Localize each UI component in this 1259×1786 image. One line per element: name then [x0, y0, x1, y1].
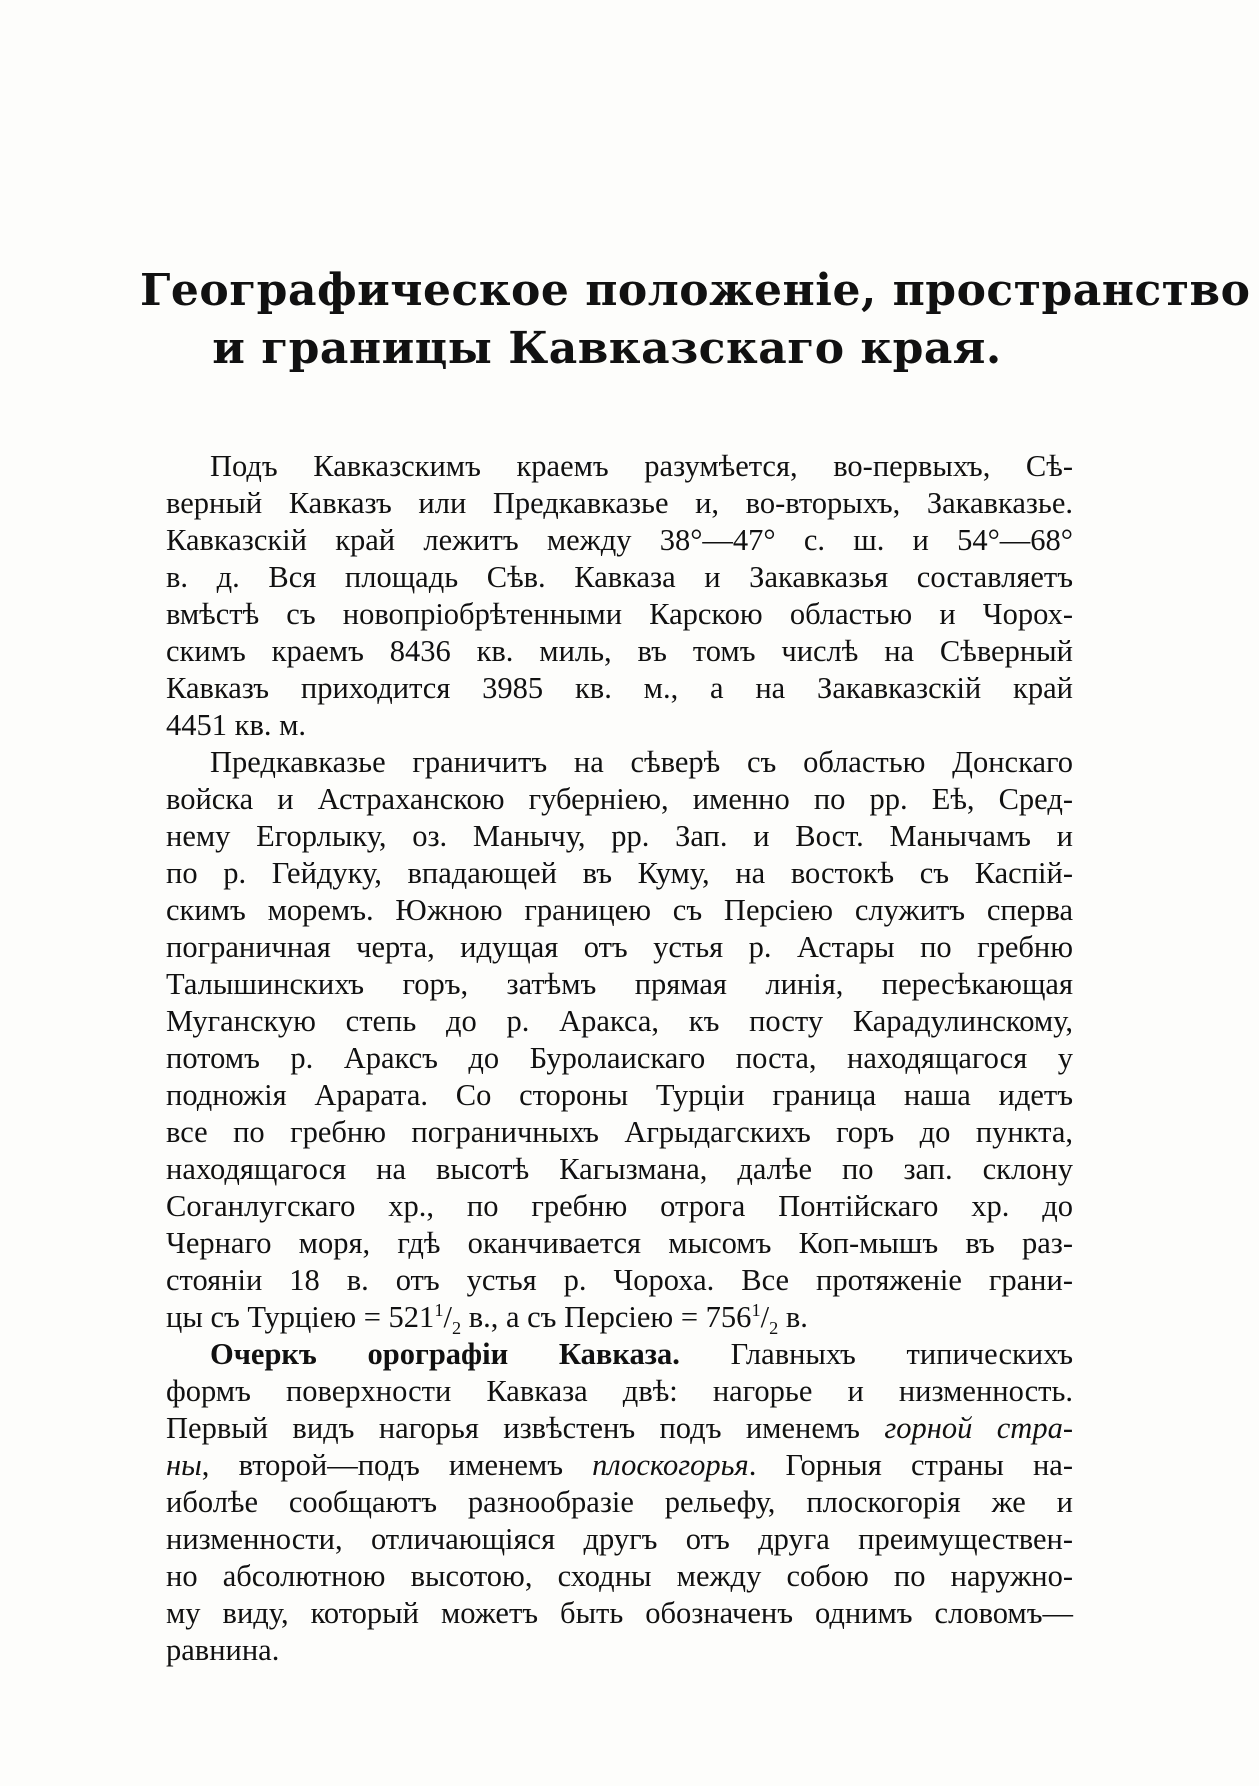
text-line: Подъ Кавказскимъ краемъ разумѣется, во-первыхъ, Сѣ-	[210, 449, 1073, 483]
body-text	[166, 448, 1073, 1669]
text-line: войска и Астраханскою губерніею, именно по рр. Еѣ, Сред-	[166, 782, 1073, 816]
text-fragment: цы съ Турціею = 521	[166, 1300, 435, 1334]
text-fragment: Главныхъ типическихъ	[679, 1337, 1073, 1371]
text-line: 4451 кв. м.	[166, 708, 307, 742]
text-line: находящагося на высотѣ Кагызмана, далѣе по зап. склону	[166, 1152, 1073, 1186]
text-line: му виду, который можетъ быть обозначенъ однимъ словомъ—	[166, 1596, 1073, 1630]
text-line	[166, 1336, 1073, 1373]
text-line: потомъ р. Араксъ до Буролаиcкаго поста, находящагося у	[166, 1041, 1073, 1075]
text-line: скимъ моремъ. Южною границею съ Персіею служитъ сперва	[166, 893, 1073, 927]
section-heading: Очеркъ орографіи Кавказа.	[210, 1337, 680, 1371]
text-line: Муганскую степь до р. Аракса, къ посту Карадулинскому,	[166, 1004, 1073, 1038]
text-line: формъ поверхности Кавказа двѣ: нагорье и низменность.	[166, 1374, 1073, 1408]
text-line: подножія Арарата. Со стороны Турціи граница наша идетъ	[166, 1078, 1073, 1112]
fraction-numerator: 1	[434, 1299, 444, 1320]
text-line: стояніи 18 в. отъ устья р. Чороха. Все протяженіе грани-	[166, 1263, 1073, 1297]
text-line: Талышинскихъ горъ, затѣмъ прямая линія, пересѣкающая	[166, 967, 1073, 1001]
text-fragment: в., а съ Персіею = 756	[461, 1300, 752, 1334]
italic-term: горной стра-	[884, 1411, 1073, 1445]
text-line	[166, 1447, 1073, 1484]
text-line: все по гребню пограничныхъ Агрыдагскихъ горъ до пункта,	[166, 1115, 1073, 1149]
paragraph-3	[166, 1336, 1073, 1669]
text-line: верный Кавказъ или Предкавказье и, во-вторыхъ, Закавказье.	[166, 486, 1073, 520]
text-line: Кавказъ приходится 3985 кв. м., а на Закавказскій край	[166, 671, 1073, 705]
title-line-2: и границы Кавказскаго края.	[212, 323, 1002, 374]
fraction-numerator: 1	[751, 1299, 761, 1320]
text-line: Чернаго моря, гдѣ оканчивается мысомъ Коп-мышъ въ раз-	[166, 1226, 1073, 1260]
text-fragment: Первый видъ нагорья извѣстенъ подъ именемъ	[166, 1411, 885, 1445]
text-fragment: в.	[778, 1300, 808, 1334]
italic-term: ны	[166, 1448, 202, 1482]
text-line: Соганлугскаго хр., по гребню отрога Понтійскаго хр. до	[166, 1189, 1073, 1223]
text-line: но абсолютною высотою, сходны между собою по наружно-	[166, 1559, 1073, 1593]
fraction-denominator: 2	[451, 1318, 462, 1339]
text-line: нему Егорлыку, оз. Манычу, рр. Зап. и Вост. Манычамъ и	[166, 819, 1073, 853]
italic-term: плоскогорья	[592, 1448, 749, 1482]
title-line-1: Географическое положеніе, пространство	[140, 265, 1251, 316]
text-fragment: . Горныя страны на-	[748, 1448, 1074, 1482]
text-line: низменности, отличающіяся другъ отъ друга преимуществен-	[166, 1522, 1073, 1556]
text-line: Предкавказье граничитъ на сѣверѣ съ областью Донскаго	[210, 745, 1073, 779]
text-line: иболѣе сообщаютъ разнообразіе рельефу, плоскогорія же и	[166, 1485, 1073, 1519]
text-line: Кавказскій край лежитъ между 38°—47° с. ш. и 54°—68°	[166, 523, 1073, 557]
paragraph-1	[166, 448, 1073, 744]
text-fragment: , второй—подъ именемъ	[201, 1448, 593, 1482]
text-line: пограничная черта, идущая отъ устья р. Астары по гребню	[166, 930, 1073, 964]
text-line: скимъ краемъ 8436 кв. миль, въ томъ числѣ на Сѣверный	[166, 634, 1073, 668]
fraction-denominator: 2	[769, 1318, 779, 1339]
page-title	[140, 262, 1251, 378]
text-line: равнина.	[166, 1633, 280, 1667]
text-line-fractions: цы съ Турціею = $521^1/_2$ в., а съ Персіею = $756^1/_2$ в.	[166, 1299, 808, 1339]
paragraph-2	[166, 744, 1073, 1339]
text-line: по р. Гейдуку, впадающей въ Куму, на востокѣ съ Каспій-	[166, 856, 1073, 890]
text-line	[166, 1410, 1073, 1447]
text-line: вмѣстѣ съ новопріобрѣтенными Карскою областью и Чорох-	[166, 597, 1073, 631]
text-line: в. д. Вся площадь Сѣв. Кавказа и Закавказья составляетъ	[166, 560, 1073, 594]
